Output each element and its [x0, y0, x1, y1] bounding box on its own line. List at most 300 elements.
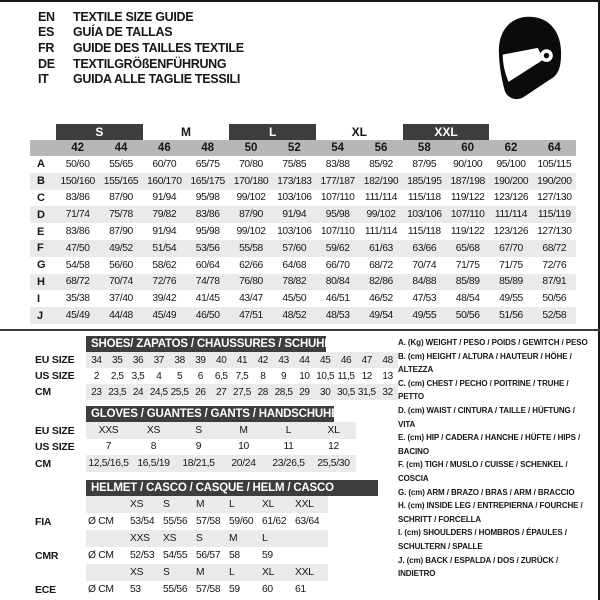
gloves-row-us	[86, 439, 356, 456]
measurement-value: 83/86	[65, 192, 90, 204]
helmet-value: 54/55	[163, 550, 188, 561]
measurement-value: 71/74	[65, 209, 90, 221]
measurement-value: 35/38	[65, 293, 90, 305]
helmet-size: L	[229, 499, 235, 510]
glove-size-value: XS	[146, 424, 161, 436]
helmet-size: XS	[130, 567, 144, 578]
measurement-value: 49/54	[369, 310, 393, 322]
measurement-value: 55/65	[109, 158, 133, 170]
guide-title: GUÍA DE TALLAS	[73, 25, 173, 40]
helmet-value: 63/64	[295, 516, 320, 527]
measurement-value: 190/200	[493, 175, 529, 187]
measurement-value: 66/70	[325, 259, 350, 271]
measurement-value: 61/63	[369, 242, 393, 254]
numeric-size: 64	[547, 142, 561, 154]
shoe-size-value: 47	[361, 354, 372, 366]
helmet-sizes-row-fia	[86, 496, 328, 513]
measurement-value: 87/91	[542, 276, 567, 288]
helmet-size: XL	[262, 567, 274, 578]
gloves-section-header: GLOVES / GUANTES / GANTS / HANDSCHUHE / GUANTI	[86, 406, 334, 422]
glove-size-value: 12,5/16,5	[88, 457, 129, 469]
helmet-standard-cmr-label: CMR	[35, 549, 59, 562]
helmet-value: 53	[130, 584, 141, 595]
shoe-size-value: 44	[299, 354, 310, 366]
shoe-size-value: 30	[320, 386, 331, 398]
shoe-size-value: 41	[236, 354, 248, 366]
measurement-value: 70/74	[109, 276, 133, 288]
legend-item: B. (cm) HEIGHT / ALTURA / HAUTEUR / HÖHE / ALTEZZA	[398, 351, 572, 375]
numeric-size: 48	[201, 142, 215, 154]
numeric-size: 56	[374, 142, 388, 154]
helmet-size: S	[163, 567, 170, 578]
main-table-row-B	[30, 173, 576, 190]
measurement-value: 111/114	[494, 209, 528, 221]
helmet-size: XXL	[295, 567, 314, 578]
helmet-value: 59	[229, 584, 240, 595]
measurement-value: 78/82	[282, 276, 307, 288]
measurement-value: 63/66	[412, 242, 437, 254]
guide-title: GUIDE DES TAILLES TEXTILE	[73, 40, 244, 55]
measurement-value: 155/165	[103, 175, 139, 187]
glove-size-value: 10	[238, 441, 249, 453]
measurement-value: 91/94	[152, 192, 177, 204]
measurement-value: 60/70	[152, 158, 177, 170]
measurement-value: 70/74	[412, 259, 437, 271]
shoe-size-value: 7,5	[235, 370, 249, 382]
diameter-unit-label: Ø CM	[88, 516, 114, 527]
row-key: H	[37, 275, 45, 288]
measurement-value: 37/40	[109, 293, 133, 305]
row-key: B	[37, 175, 45, 188]
measurement-value: 50/56	[542, 293, 567, 305]
measurement-value: 95/100	[496, 158, 526, 170]
shoe-size-value: 26	[195, 386, 206, 398]
main-size-table	[30, 124, 576, 324]
numeric-size: 52	[287, 142, 301, 154]
measurement-value: 46/52	[369, 293, 393, 305]
measurement-value: 57/60	[282, 242, 307, 254]
measurement-value: 99/102	[366, 209, 396, 221]
helmet-value: 55/56	[163, 584, 188, 595]
gloves-us-size-label: US SIZE	[35, 441, 75, 453]
measurement-value: 51/56	[499, 310, 523, 322]
language-code: FR	[38, 40, 55, 55]
language-row	[38, 71, 244, 87]
shoe-size-value: 10	[299, 370, 310, 382]
shoes-us-size-label: US SIZE	[35, 370, 75, 382]
measurement-value: 160/170	[147, 175, 182, 187]
top-border	[0, 0, 600, 2]
language-row	[38, 40, 244, 56]
shoe-size-value: 35	[112, 354, 123, 366]
language-title-block	[38, 9, 244, 87]
helmet-value: 53/54	[130, 516, 155, 527]
measurement-value: 190/200	[537, 175, 572, 187]
shoes-row-eu	[86, 352, 398, 368]
shoe-size-value: 28,5	[274, 386, 293, 398]
helmet-value: 55/56	[163, 516, 188, 527]
measurement-value: 46/51	[325, 293, 350, 305]
helmet-size: XXL	[295, 499, 314, 510]
measurement-value: 87/90	[109, 192, 133, 204]
measurement-value: 182/190	[363, 175, 399, 187]
measurement-value: 82/86	[369, 276, 393, 288]
measurement-value: 55/58	[239, 242, 263, 254]
measurement-value: 62/66	[239, 259, 263, 271]
size-group-xl: XL	[351, 125, 367, 139]
numeric-size: 58	[417, 142, 431, 154]
measurement-value: 127/130	[537, 192, 572, 204]
measurement-value: 46/50	[195, 310, 220, 322]
shoe-size-value: 2,5	[110, 370, 124, 382]
helmet-size: L	[262, 533, 268, 544]
measurement-value: 75/85	[282, 158, 307, 170]
size-group-l: L	[229, 124, 316, 140]
measurement-value: 99/102	[236, 226, 266, 238]
shoe-size-value: 36	[132, 354, 144, 366]
numeric-size-header-row	[30, 140, 576, 156]
legend-item: D. (cm) WAIST / CINTURA / TAILLE / HÜFTUNG / VITA	[398, 405, 575, 429]
row-key: J	[37, 309, 44, 322]
measurement-value: 150/160	[60, 175, 95, 187]
measurement-value: 68/72	[542, 242, 567, 254]
row-key: I	[37, 292, 41, 305]
diameter-unit-label: Ø CM	[88, 584, 114, 595]
shoe-size-value: 39	[195, 354, 206, 366]
shoe-size-value: 42	[257, 354, 268, 366]
measurement-value: 85/92	[369, 158, 393, 170]
main-table-row-D	[30, 206, 576, 223]
shoe-size-value: 27,5	[233, 386, 251, 398]
diameter-unit-label: Ø CM	[88, 550, 114, 561]
helmet-values-row-cmr	[86, 547, 328, 564]
shoe-size-value: 10,5	[316, 370, 335, 382]
helmet-size: XS	[130, 499, 144, 510]
measurement-value: 111/114	[364, 226, 398, 238]
helmet-size: S	[163, 499, 170, 510]
measurement-value: 79/82	[152, 209, 177, 221]
main-table-row-G	[30, 257, 576, 274]
section-divider	[0, 329, 600, 331]
glove-size-value: 7	[105, 441, 112, 453]
measurement-value: 50/60	[65, 158, 90, 170]
measurement-value: 85/89	[455, 276, 480, 288]
measurement-value: 105/115	[537, 158, 572, 170]
numeric-size: 42	[71, 142, 85, 154]
measurement-value: 59/62	[325, 242, 350, 254]
measurement-value: 84/88	[412, 276, 437, 288]
measurement-value: 48/52	[282, 310, 307, 322]
numeric-size: 46	[157, 142, 171, 154]
glove-size-value: 9	[195, 441, 202, 453]
measurement-value: 111/114	[364, 192, 398, 204]
measurement-value: 99/102	[236, 192, 266, 204]
measurement-value: 54/58	[65, 259, 90, 271]
measurement-value: 83/86	[195, 209, 220, 221]
measurement-value: 52/58	[542, 310, 567, 322]
helmet-values-row-ece	[86, 581, 328, 598]
measurement-value: 74/78	[195, 276, 220, 288]
helmet-size: XXS	[130, 533, 150, 544]
shoes-table	[86, 352, 398, 400]
numeric-size: 50	[244, 142, 258, 154]
helmet-section-header: HELMET / CASCO / CASQUE / HELM / CASCO	[86, 480, 378, 496]
gloves-row-cm	[86, 455, 356, 472]
shoe-size-value: 11,5	[337, 370, 355, 382]
helmet-value: 59	[262, 550, 273, 561]
helmet-values-row-fia	[86, 513, 328, 530]
measurement-value: 70/80	[239, 158, 263, 170]
glove-size-value: 23/26,5	[272, 457, 305, 469]
language-row	[38, 25, 244, 41]
shoe-size-value: 2	[93, 370, 99, 382]
gloves-row-eu	[86, 422, 356, 439]
measurement-value: 67/70	[499, 242, 523, 254]
row-key: C	[37, 191, 45, 204]
gloves-eu-size-label: EU SIZE	[35, 425, 75, 437]
shoe-size-value: 46	[340, 354, 352, 366]
measurement-value: 85/89	[499, 276, 523, 288]
legend-item: G. (cm) ARM / BRAZO / BRAS / ARM / BRACCIO	[398, 487, 575, 497]
guide-title: TEXTILE SIZE GUIDE	[73, 9, 194, 24]
main-table-row-I	[30, 290, 576, 307]
shoe-size-value: 40	[216, 354, 227, 366]
measurement-value: 87/90	[239, 209, 263, 221]
measurement-value: 65/68	[455, 242, 480, 254]
measurement-value: 72/76	[152, 276, 177, 288]
shoe-size-value: 24,5	[149, 386, 168, 398]
shoes-row-us	[86, 368, 398, 384]
glove-size-value: XL	[327, 424, 340, 436]
measurement-value: 87/90	[109, 226, 133, 238]
shoe-size-value: 3,5	[131, 370, 145, 382]
shoes-cm-label: CM	[35, 386, 51, 398]
measurement-value: 47/51	[239, 310, 263, 322]
helmet-size: XL	[262, 499, 274, 510]
legend-item: H. (cm) INSIDE LEG / ENTREPIERNA / FOURCHE / SCHRITT / FORCELLA	[398, 501, 583, 524]
shoe-size-value: 5	[177, 370, 183, 382]
helmet-size: M	[196, 567, 205, 578]
shoe-size-value: 29	[299, 386, 310, 398]
language-code: IT	[38, 72, 49, 87]
gloves-cm-label: CM	[35, 458, 51, 470]
shoe-size-value: 4	[156, 370, 162, 382]
measurement-value: 47/53	[412, 293, 437, 305]
measurement-value: 64/68	[282, 259, 307, 271]
shoe-size-value: 6	[197, 370, 203, 382]
measurement-value: 91/94	[282, 209, 307, 221]
measurement-value: 173/183	[277, 175, 312, 187]
measurement-value: 187/198	[450, 175, 485, 187]
legend-item: J. (cm) BACK / ESPALDA / DOS / ZURÜCK / INDIETRO	[398, 555, 559, 579]
measurement-value: 115/118	[407, 226, 441, 238]
legend-item: E. (cm) HIP / CADERA / HANCHE / HÜFTE / HIPS / BACINO	[398, 433, 581, 456]
shoe-size-value: 34	[91, 354, 102, 366]
row-key: D	[37, 208, 45, 221]
helmet-sizes-row-cmr	[86, 530, 328, 547]
language-row	[38, 56, 244, 72]
shoes-row-cm	[86, 384, 398, 400]
measurement-value: 177/187	[320, 175, 355, 187]
measurement-value: 83/86	[65, 226, 90, 238]
measurement-value: 49/55	[499, 293, 523, 305]
main-table-row-H	[30, 274, 576, 291]
measurement-value: 83/88	[325, 158, 350, 170]
size-group-s: S	[56, 124, 143, 140]
measurement-value: 95/98	[195, 192, 220, 204]
legend-item: I. (cm) SHOULDERS / HOMBROS / ÉPAULES / SCHULTERN / SPALLE	[398, 528, 567, 551]
measurement-value: 50/56	[455, 310, 480, 322]
shoe-size-value: 45	[320, 354, 331, 366]
glove-size-value: S	[195, 424, 202, 436]
measurement-value: 107/110	[320, 226, 355, 238]
measurement-value: 107/110	[450, 209, 485, 221]
numeric-size: 62	[504, 142, 518, 154]
helmet-value: 58	[229, 550, 240, 561]
empty-cell	[86, 530, 130, 547]
helmet-value: 57/58	[196, 584, 221, 595]
measurement-value: 45/49	[65, 310, 90, 322]
helmet-size: S	[196, 533, 203, 544]
measurement-value: 103/106	[407, 209, 442, 221]
measurement-legend	[398, 336, 594, 581]
legend-item: F. (cm) TIGH / MUSLO / CUISSE / SCHENKEL / COSCIA	[398, 460, 568, 483]
shoes-eu-size-label: EU SIZE	[35, 354, 75, 366]
glove-size-value: 25,5/30	[317, 457, 350, 469]
row-key: G	[37, 259, 46, 272]
glove-size-value: 16,5/19	[137, 457, 170, 469]
measurement-value: 170/180	[233, 175, 269, 187]
shoe-size-value: 30,5	[337, 386, 355, 398]
shoes-section-header: SHOES/ ZAPATOS / CHAUSSURES / SCHUHE / SCARPE	[86, 336, 326, 352]
shoe-size-value: 12	[361, 370, 372, 382]
measurement-value: 49/52	[109, 242, 133, 254]
measurement-value: 80/84	[325, 276, 350, 288]
language-code: DE	[38, 56, 55, 71]
shoe-size-value: 32	[382, 386, 393, 398]
measurement-value: 49/55	[412, 310, 437, 322]
measurement-value: 115/119	[537, 209, 571, 221]
shoe-size-value: 28	[257, 386, 268, 398]
size-group-m: M	[180, 125, 191, 139]
shoe-size-value: 38	[174, 354, 185, 366]
glove-size-value: 20/24	[231, 457, 256, 469]
racing-helmet-icon	[494, 13, 564, 105]
shoe-size-value: 48	[382, 354, 393, 366]
row-key: F	[37, 242, 44, 255]
measurement-value: 60/64	[195, 259, 220, 271]
measurement-value: 119/122	[450, 226, 485, 238]
language-code: ES	[38, 25, 55, 40]
measurement-value: 45/50	[282, 293, 307, 305]
measurement-value: 48/53	[325, 310, 350, 322]
measurement-value: 95/98	[195, 226, 220, 238]
measurement-value: 123/126	[493, 226, 529, 238]
measurement-value: 48/54	[455, 293, 480, 305]
measurement-value: 51/54	[152, 242, 177, 254]
row-key: A	[37, 158, 45, 171]
measurement-value: 103/106	[277, 226, 312, 238]
size-group-header-row	[30, 124, 576, 140]
numeric-size: 44	[114, 142, 128, 154]
measurement-value: 185/195	[407, 175, 442, 187]
measurement-value: 107/110	[320, 192, 355, 204]
main-table-row-E	[30, 223, 576, 240]
corner-cell	[30, 140, 56, 156]
size-group-xxl: XXL	[403, 124, 490, 140]
measurement-value: 65/75	[195, 158, 220, 170]
glove-size-value: XXS	[98, 424, 119, 436]
measurement-value: 43/47	[239, 293, 263, 305]
legend-item: A. (Kg) WEIGHT / PESO / POIDS / GEWITCH / PESO	[398, 338, 588, 347]
shoe-size-value: 6,5	[214, 370, 228, 382]
glove-size-value: L	[285, 424, 292, 436]
measurement-value: 68/72	[65, 276, 90, 288]
guide-title: GUIDA ALLE TAGLIE TESSILI	[73, 72, 241, 87]
helmet-value: 61	[295, 584, 306, 595]
measurement-value: 87/95	[412, 158, 437, 170]
gloves-table	[86, 422, 356, 472]
language-code: EN	[38, 9, 55, 24]
helmet-value: 61/62	[262, 516, 287, 527]
helmet-value: 52/53	[130, 550, 155, 561]
empty-cell	[86, 496, 130, 513]
glove-size-value: 18/21,5	[182, 457, 215, 469]
shoe-size-value: 8	[260, 370, 266, 382]
main-table-row-A	[30, 156, 576, 173]
main-table-row-J	[30, 307, 576, 324]
glove-size-value: 12	[328, 441, 339, 453]
measurement-value: 115/118	[407, 192, 441, 204]
shoe-size-value: 9	[281, 370, 287, 382]
measurement-value: 127/130	[537, 226, 572, 238]
shoe-size-value: 13	[382, 370, 393, 382]
measurement-value: 47/50	[65, 242, 90, 254]
numeric-size: 54	[331, 142, 345, 154]
measurement-value: 39/42	[152, 293, 177, 305]
measurement-value: 75/78	[109, 209, 133, 221]
measurement-value: 165/175	[190, 175, 225, 187]
glove-size-value: M	[239, 424, 248, 436]
main-table-row-C	[30, 190, 576, 207]
helmet-value: 56/57	[196, 550, 221, 561]
guide-title: TEXTILGRÖßENFÜHRUNG	[73, 56, 227, 71]
measurement-value: 68/72	[369, 259, 393, 271]
measurement-value: 71/75	[499, 259, 523, 271]
helmet-standard-fia-label: FIA	[35, 515, 52, 528]
helmet-size: M	[196, 499, 205, 510]
language-row	[38, 9, 244, 25]
glove-size-value: 8	[150, 441, 157, 453]
numeric-size: 60	[461, 142, 475, 154]
helmet-sizes-row-ece	[86, 564, 328, 581]
shoe-size-value: 31,5	[357, 386, 376, 398]
helmet-value: 57/58	[196, 516, 221, 527]
shoe-size-value: 23,5	[108, 386, 127, 398]
helmet-value: 59/60	[229, 516, 254, 527]
measurement-value: 53/56	[195, 242, 220, 254]
measurement-value: 91/94	[152, 226, 177, 238]
helmet-size	[295, 530, 328, 547]
shoe-size-value: 27	[216, 386, 227, 398]
main-size-table-body	[30, 156, 576, 324]
measurement-value: 119/122	[450, 192, 485, 204]
measurement-value: 123/126	[493, 192, 529, 204]
shoe-size-value: 37	[153, 354, 164, 366]
shoe-size-value: 23	[91, 386, 102, 398]
glove-size-value: 11	[283, 441, 294, 453]
measurement-value: 72/76	[542, 259, 567, 271]
